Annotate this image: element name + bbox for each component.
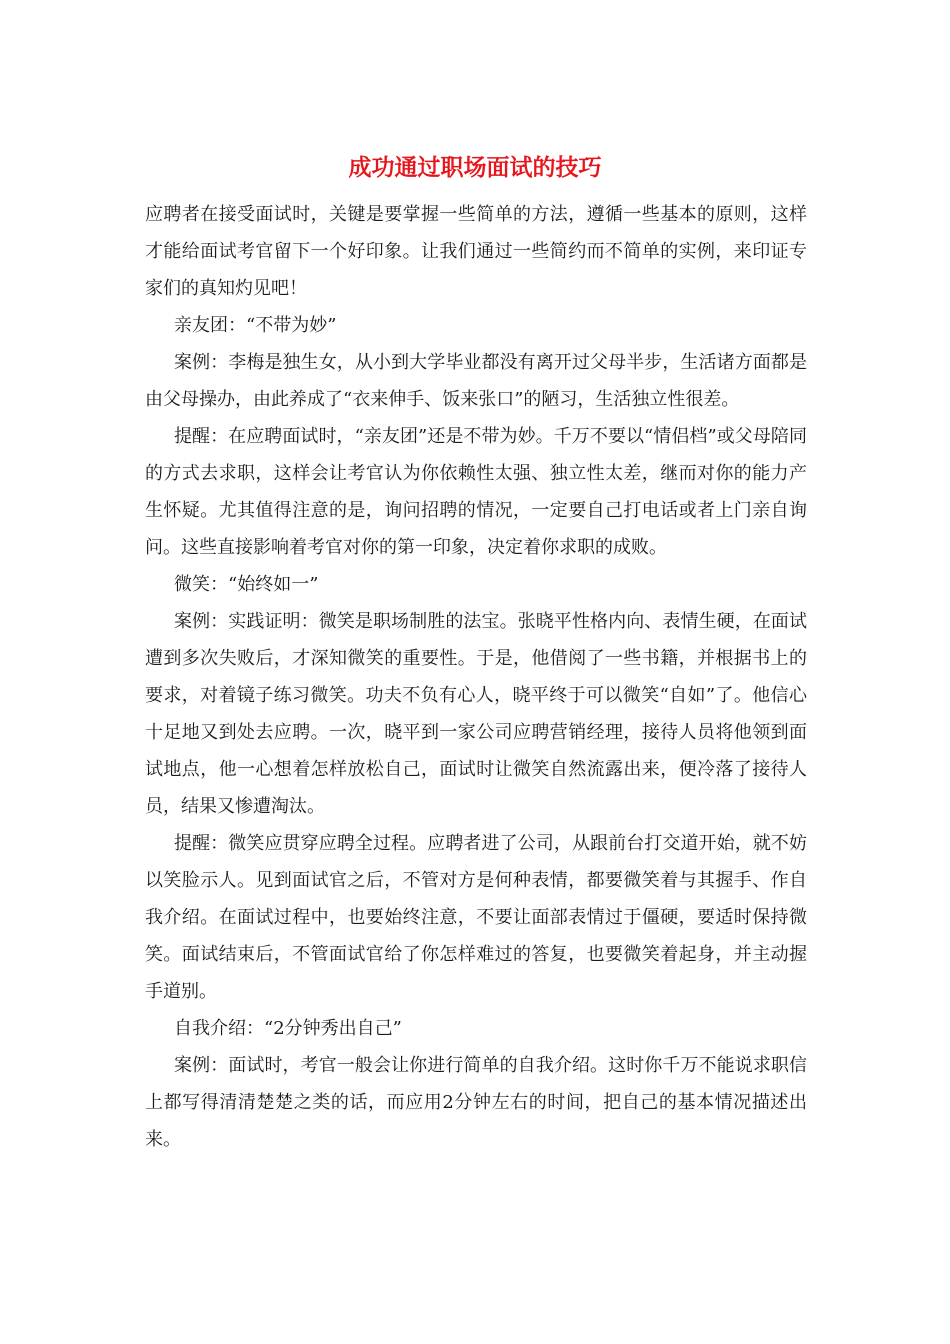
paragraph: 提醒：在应聘面试时，“亲友团”还是不带为妙。千万不要以“情侣档”或父母陪同的方式去求职，这样会让考官认为你依赖性太强、独立性太差，继而对你的能力产生怀疑。尤其值得注意的是，询问招聘的情况，一定要自己打电话或者上门亲自询问。这些直接影响着考官对你的第一印象，决定着你求职的成败。	[145, 426, 807, 558]
document-body	[145, 196, 807, 1158]
paragraph: 应聘者在接受面试时，关键是要掌握一些简单的方法，遵循一些基本的原则，这样才能给面试考官留下一个好印象。让我们通过一些简约而不简单的实例，来印证专家们的真知灼见吧！	[145, 204, 807, 299]
paragraph: 案例：李梅是独生女，从小到大学毕业都没有离开过父母半步，生活诸方面都是由父母操办，由此养成了“衣来伸手、饭来张口”的陋习，生活独立性很差。	[145, 352, 807, 410]
paragraph: 案例：实践证明：微笑是职场制胜的法宝。张晓平性格内向、表情生硬，在面试遭到多次失败后，才深知微笑的重要性。于是，他借阅了一些书籍，并根据书上的要求，对着镜子练习微笑。功夫不负有心人，晓平终于可以微笑“自如”了。他信心十足地又到处去应聘。一次，晓平到一家公司应聘营销经理，接待人员将他领到面试地点，他一心想着怎样放松自己，面试时让微笑自然流露出来，便冷落了接待人员，结果又惨遭淘汰。	[145, 611, 807, 817]
document-title: 成功通过职场面试的技巧	[348, 154, 602, 181]
section-heading: 自我介绍：“2分钟秀出自己”	[174, 1018, 402, 1039]
section-heading: 微笑：“始终如一”	[174, 574, 319, 595]
paragraph: 提醒：微笑应贯穿应聘全过程。应聘者进了公司，从跟前台打交道开始，就不妨以笑脸示人。见到面试官之后，不管对方是何种表情，都要微笑着与其握手、作自我介绍。在面试过程中，也要始终注意，不要让面部表情过于僵硬，要适时保持微笑。面试结束后，不管面试官给了你怎样难过的答复，也要微笑着起身，并主动握手道别。	[145, 833, 807, 1002]
section-heading: 亲友团：“不带为妙”	[174, 315, 337, 336]
paragraph: 案例：面试时，考官一般会让你进行简单的自我介绍。这时你千万不能说求职信上都写得清清楚楚之类的话，而应用2分钟左右的时间，把自己的基本情况描述出来。	[145, 1055, 807, 1150]
